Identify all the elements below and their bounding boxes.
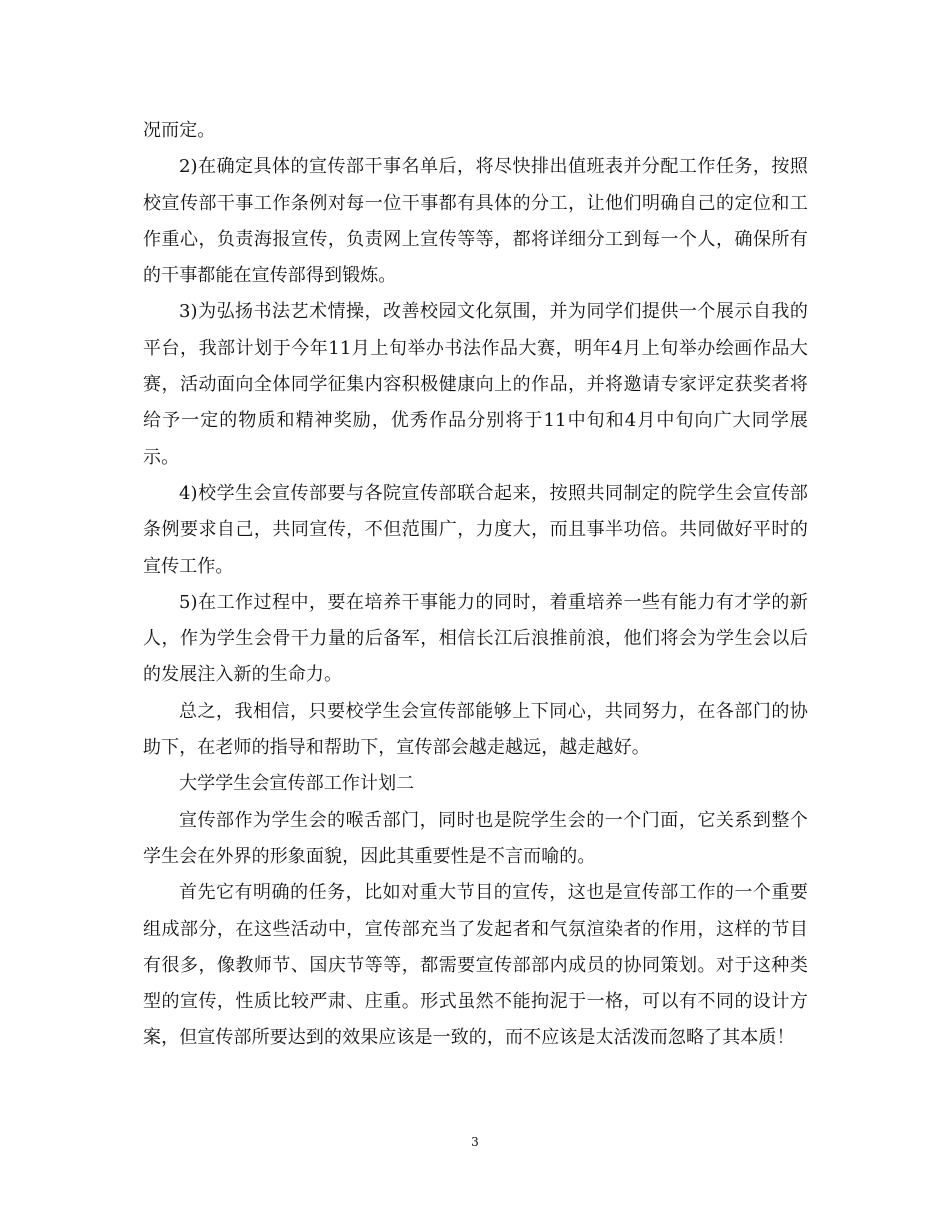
paragraph-continuation: 况而定。: [143, 120, 216, 141]
paragraph-item-4: 4)校学生会宣传部要与各院宣传部联合起来，按照共同制定的院学生会宣传部条例要求自己，共同宣传，不但范围广，力度大，而且事半功倍。共同做好平时的宣传工作。: [143, 482, 808, 577]
paragraph-item-2: 2)在确定具体的宣传部干事名单后，将尽快排出值班表并分配工作任务，按照校宣传部干事工作条例对每一位干事都有具体的分工，让他们明确自己的定位和工作重心，负责海报宣传，负责网上宣传等等，都将详细分工到每一个人，确保所有的干事都能在宣传部得到锻炼。: [143, 156, 808, 287]
page-number: 3: [471, 1135, 479, 1149]
paragraph-intro: 宣传部作为学生会的喉舌部门，同时也是院学生会的一个门面，它关系到整个学生会在外界的形象面貌，因此其重要性是不言而喻的。: [143, 809, 808, 867]
paragraph-item-5: 5)在工作过程中，要在培养干事能力的同时，着重培养一些有能力有才学的新人，作为学生会骨干力量的后备军，相信长江后浪推前浪，他们将会为学生会以后的发展注入新的生命力。: [143, 591, 808, 686]
section-heading: 大学学生会宣传部工作计划二: [179, 773, 415, 795]
paragraph-tasks: 首先它有明确的任务，比如对重大节目的宣传，这也是宣传部工作的一个重要组成部分，在这些活动中，宣传部充当了发起者和气氛渲染者的作用，这样的节目有很多，像教师节、国庆节等等，都需要宣传部部内成员的协同策划。对于这种类型的宣传，性质比较严肃、庄重。形式虽然不能拘泥于一格，可以有不同的设计方案，但宣传部所要达到的效果应该是一致的，而不应该是太活泼而忽略了其本质！: [143, 882, 808, 1049]
document-body: [143, 113, 808, 1057]
paragraph-conclusion: 总之，我相信，只要校学生会宣传部能够上下同心，共同努力，在各部门的协助下，在老师的指导和帮助下，宣传部会越走越远，越走越好。: [143, 700, 808, 759]
paragraph-item-3: 3)为弘扬书法艺术情操，改善校园文化氛围，并为同学们提供一个展示自我的平台，我部计划于今年11月上旬举办书法作品大赛，明年4月上旬举办绘画作品大赛，活动面向全体同学征集内容积极健康向上的作品，并将邀请专家评定获奖者将给予一定的物质和精神奖励，优秀作品分别将于11中旬和4月中旬向广大同学展示。: [143, 301, 808, 468]
